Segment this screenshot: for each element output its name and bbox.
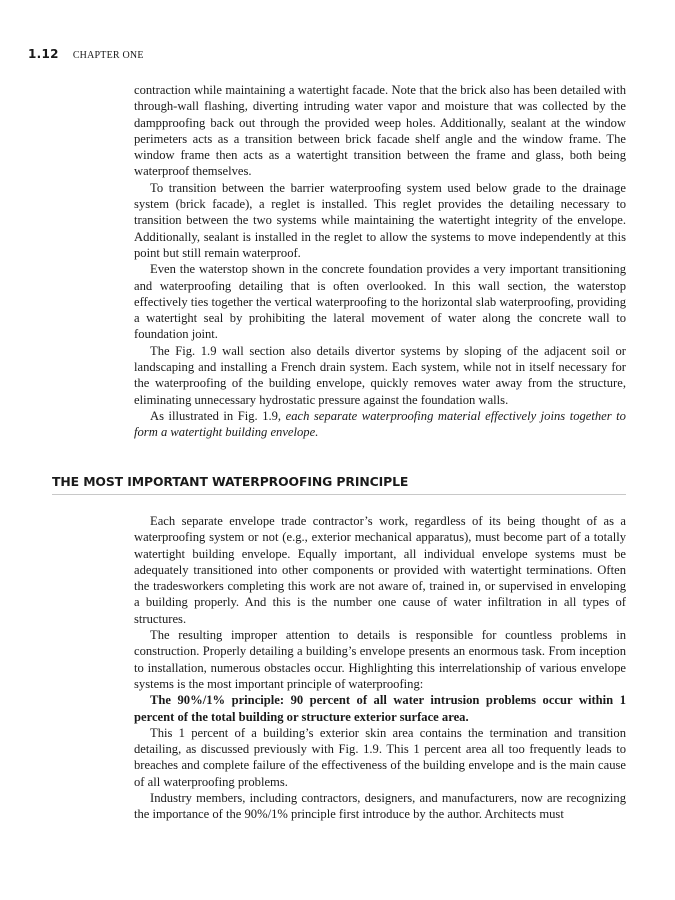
chapter-title: CHAPTER ONE bbox=[72, 50, 144, 61]
paragraph: Each separate envelope trade contractor’s work, regardless of its being thought of as a waterproofing system or not (e.g., exterior mechanical apparatus), must become part of a totally watertight building envelope. Equally important, all individual envelope systems must be adequately transitioned into other components or provided with watertight terminations. Often the tradesworkers completing this work are not aware of, trained in, or supervised in enveloping a building properly. And this is the number one cause of water infiltration in all types of structures. bbox=[134, 514, 626, 626]
paragraph: To transition between the barrier waterproofing system used below grade to the drainage system (brick facade), a reglet is installed. This reglet provides the detailing necessary to transition between the two systems while maintaining the watertight integrity of the envelope. Additionally, sealant is installed in the reglet to allow the systems to move independently at this point but still remain waterproof. bbox=[134, 180, 626, 260]
paragraph: The Fig. 1.9 wall section also details divertor systems by sloping of the adjacent soil or landscaping and installing a French drain system. Each system, while not in itself necessary for the waterproofing of the building envelope, quickly removes water away from the structure, eliminating unnecessary hydrostatic pressure against the foundation walls. bbox=[134, 343, 626, 407]
paragraph: The resulting improper attention to details is responsible for countless problems in construction. Properly detailing a building’s envelope presents an enormous task. From inception to installation, numerous obstacles occur. Highlighting this interrelationship of various envelope systems is the most important principle of waterproofing: bbox=[134, 628, 626, 691]
principle-statement: The 90%/1% principle: 90 percent of all water intrusion problems occur within 1 percent of the total building or structure exterior surface area. bbox=[134, 693, 626, 724]
emphasis-text: each separate waterproofing material effectively joins together to form a watertight building envelope. bbox=[134, 408, 626, 440]
paragraph bbox=[134, 408, 626, 441]
paragraph: This 1 percent of a building’s exterior skin area contains the termination and transition detailing, as discussed previously with Fig. 1.9. This 1 percent area all too frequently leads to breaches and complete failure of the effectiveness of the building envelope and is the main cause of all waterproofing problems. bbox=[134, 725, 626, 789]
paragraph: Industry members, including contractors, designers, and manufacturers, now are recognizing the importance of the 90%/1% principle first introduce by the author. Architects must bbox=[134, 791, 626, 822]
page-header bbox=[28, 45, 144, 63]
paragraph-lead: As illustrated in Fig. 1.9, bbox=[150, 408, 286, 423]
body-text-lower bbox=[134, 513, 626, 823]
paragraph: Even the waterstop shown in the concrete foundation provides a very important transitioning and waterproofing detailing that is often overlooked. In this wall section, the waterstop effectively ties together the vertical waterproofing to the horizontal slab waterproofing, providing a watertight seal by prohibiting the lateral movement of water along the concrete wall to foundation joint. bbox=[134, 262, 626, 342]
paragraph: contraction while maintaining a watertight facade. Note that the brick also has been detailed with through-wall flashing, diverting intruding water vapor and moisture that was collected by the dampproofing back out through the provided weep holes. Additionally, sealant at the window perimeters acts as a transition between brick facade shelf angle and the window frame. The window frame then acts as a watertight transition between the frame and glass, both being waterproof themselves. bbox=[134, 83, 626, 179]
page-number: 1.12 bbox=[28, 47, 59, 61]
body-text-upper bbox=[134, 82, 626, 441]
section-heading: THE MOST IMPORTANT WATERPROOFING PRINCIPLE bbox=[52, 474, 626, 495]
